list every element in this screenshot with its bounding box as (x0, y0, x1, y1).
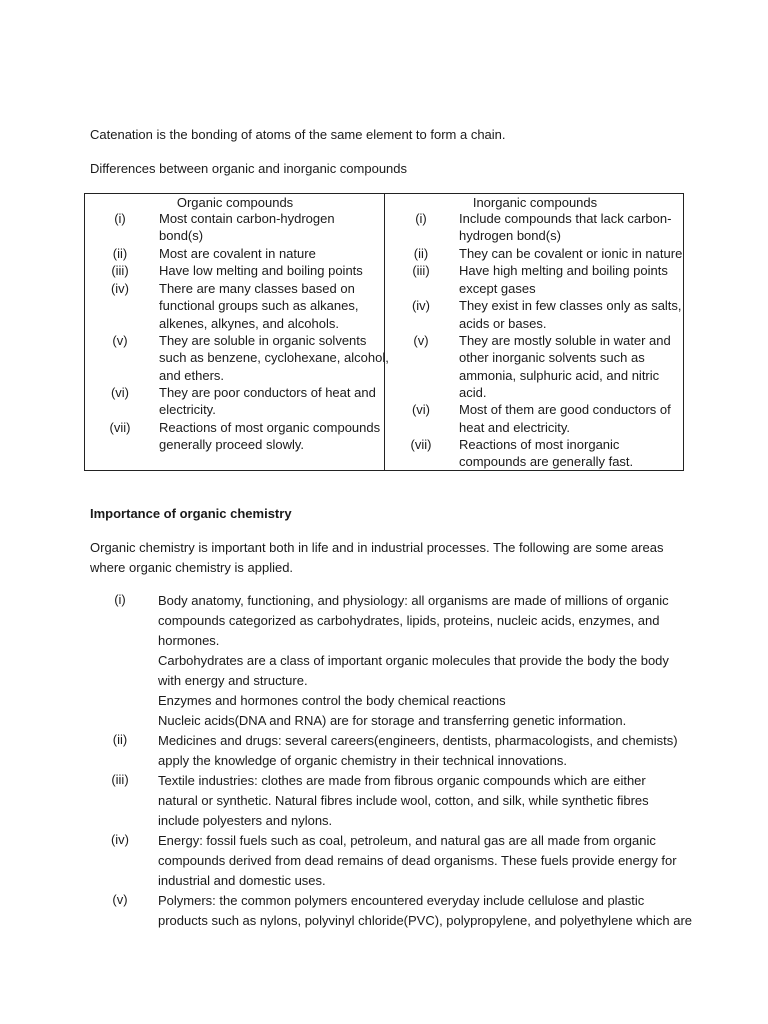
application-line: Body anatomy, functioning, and physiology: all organisms are made of millions of organic (158, 593, 669, 608)
organic-item-number: (i) (114, 211, 126, 226)
organic-item-text: They are soluble in organic solvents (159, 333, 367, 348)
application-line: Energy: fossil fuels such as coal, petroleum, and natural gas are all made from organic (158, 833, 656, 848)
organic-column-header: Organic compounds (176, 195, 294, 210)
organic-item-number: (v) (112, 333, 128, 348)
application-line: natural or synthetic. Natural fibres include wool, cotton, and silk, while synthetic fibres (158, 793, 649, 808)
organic-item-text: and ethers. (159, 368, 225, 383)
organic-item-number: (ii) (112, 246, 128, 261)
organic-item-text: functional groups such as alkanes, (159, 298, 359, 313)
comparison-table (84, 193, 684, 471)
organic-item-text: bond(s) (159, 228, 204, 243)
inorganic-item-text: hydrogen bond(s) (459, 228, 561, 243)
application-line: products such as nylons, polyvinyl chloride(PVC), polypropylene, and polyethylene which are (158, 913, 693, 928)
application-line: compounds derived from dead remains of dead organisms. These fuels provide energy for (158, 853, 677, 868)
application-line: Nucleic acids(DNA and RNA) are for storage and transferring genetic information. (158, 713, 627, 728)
inorganic-item-text: acids or bases. (459, 316, 547, 331)
organic-item-number: (iv) (110, 281, 130, 296)
organic-item-text: such as benzene, cyclohexane, alcohol, (159, 350, 389, 365)
inorganic-item-number: (ii) (413, 246, 429, 261)
application-line: compounds categorized as carbohydrates, lipids, proteins, nucleic acids, enzymes, and (158, 613, 660, 628)
inorganic-item-text: compounds are generally fast. (459, 454, 634, 469)
importance-heading: Importance of organic chemistry (90, 506, 292, 521)
catenation-definition: Catenation is the bonding of atoms of the same element to form a chain. (90, 127, 506, 142)
application-number: (v) (112, 892, 128, 907)
application-item (158, 731, 698, 771)
inorganic-column-header: Inorganic compounds (472, 195, 598, 210)
application-item (158, 591, 698, 731)
organic-item-text: electricity. (159, 402, 216, 417)
application-item (158, 891, 698, 931)
inorganic-item-number: (vi) (411, 402, 431, 417)
inorganic-item-text: They can be covalent or ionic in nature (459, 246, 683, 261)
inorganic-item-number: (i) (415, 211, 427, 226)
inorganic-item-text: except gases (459, 281, 536, 296)
organic-item-text: Most are covalent in nature (159, 246, 316, 261)
differences-heading: Differences between organic and inorganic compounds (90, 161, 408, 176)
inorganic-item-text: Most of them are good conductors of (459, 402, 671, 417)
inorganic-item-number: (v) (413, 333, 429, 348)
application-number: (i) (114, 592, 126, 607)
inorganic-item-text: They are mostly soluble in water and (459, 333, 671, 348)
application-line: Carbohydrates are a class of important organic molecules that provide the body the body (158, 653, 669, 668)
application-line: Enzymes and hormones control the body chemical reactions (158, 693, 506, 708)
organic-item-text: Have low melting and boiling points (159, 263, 363, 278)
inorganic-item-number: (vii) (410, 437, 432, 452)
application-line: industrial and domestic uses. (158, 873, 326, 888)
application-number: (ii) (112, 732, 128, 747)
organic-item-text: They are poor conductors of heat and (159, 385, 376, 400)
inorganic-item-text: acid. (459, 385, 487, 400)
application-line: include polyesters and nylons. (158, 813, 333, 828)
organic-item-text: generally proceed slowly. (159, 437, 304, 452)
organic-item-text: There are many classes based on (159, 281, 355, 296)
application-line: Medicines and drugs: several careers(engineers, dentists, pharmacologists, and chemists) (158, 733, 678, 748)
organic-item-text: Most contain carbon-hydrogen (159, 211, 335, 226)
application-line: hormones. (158, 633, 220, 648)
application-number: (iii) (111, 772, 129, 787)
inorganic-item-text: They exist in few classes only as salts, (459, 298, 682, 313)
application-line: Textile industries: clothes are made from fibrous organic compounds which are either (158, 773, 646, 788)
application-item (158, 831, 698, 891)
application-line: with energy and structure. (158, 673, 308, 688)
organic-item-text: alkenes, alkynes, and alcohols. (159, 316, 339, 331)
organic-item-number: (vi) (110, 385, 130, 400)
inorganic-item-text: Have high melting and boiling points (459, 263, 668, 278)
application-item (158, 771, 698, 831)
organic-item-text: Reactions of most organic compounds (159, 420, 381, 435)
inorganic-item-text: heat and electricity. (459, 420, 571, 435)
organic-item-number: (vii) (109, 420, 131, 435)
organic-item-number: (iii) (111, 263, 129, 278)
inorganic-item-number: (iv) (411, 298, 431, 313)
importance-intro-line: Organic chemistry is important both in life and in industrial processes. The following are some areas (90, 540, 664, 555)
importance-intro (90, 538, 690, 578)
table-divider (384, 194, 385, 470)
application-line: apply the knowledge of organic chemistry in their technical innovations. (158, 753, 568, 768)
inorganic-item-number: (iii) (412, 263, 430, 278)
inorganic-item-text: other inorganic solvents such as (459, 350, 645, 365)
application-line: Polymers: the common polymers encountered everyday include cellulose and plastic (158, 893, 645, 908)
application-number: (iv) (110, 832, 130, 847)
inorganic-item-text: ammonia, sulphuric acid, and nitric (459, 368, 660, 383)
importance-intro-line: where organic chemistry is applied. (90, 560, 294, 575)
inorganic-item-text: Include compounds that lack carbon- (459, 211, 672, 226)
inorganic-item-text: Reactions of most inorganic (459, 437, 620, 452)
